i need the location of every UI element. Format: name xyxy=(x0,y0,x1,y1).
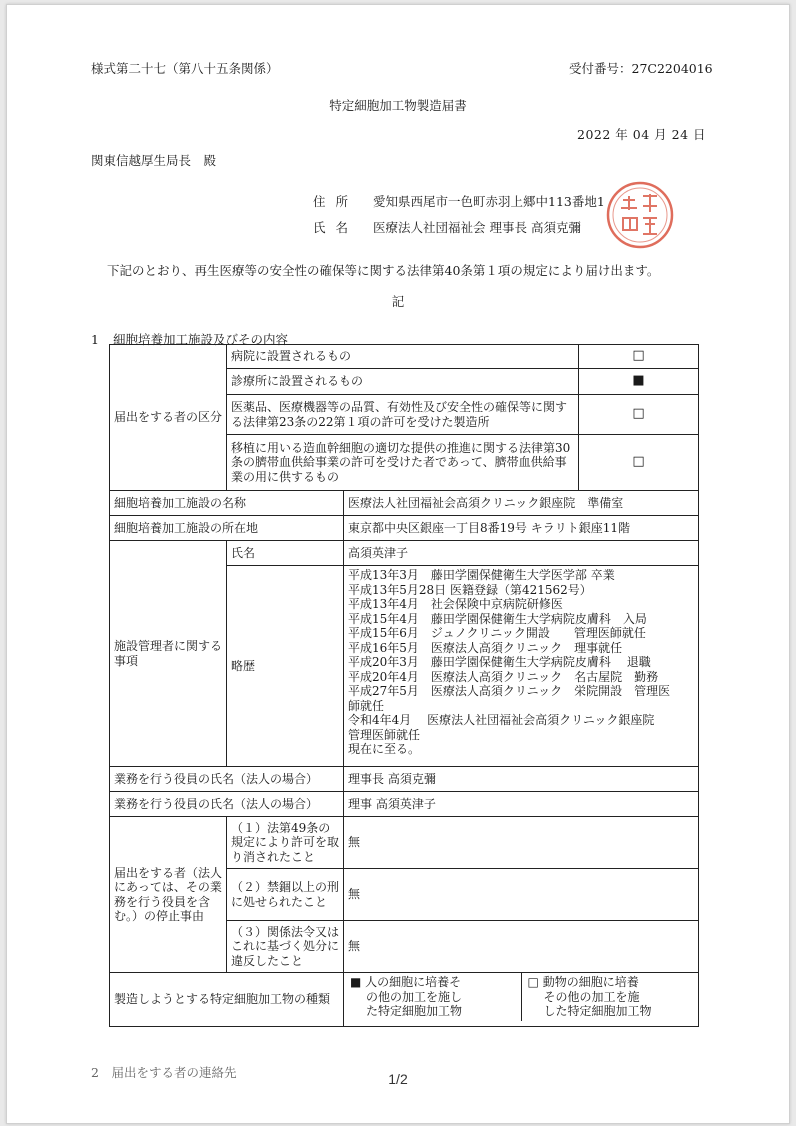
category-checkbox[interactable]: □ xyxy=(579,395,699,435)
facility-name-label: 細胞培養加工施設の名称 xyxy=(110,491,344,516)
category-label: 届出をする者の区分 xyxy=(110,345,227,491)
disqualification-value: 無 xyxy=(344,869,699,921)
career-line: 平成20年4月 医療法人高須クリニック 名古屋院 勤務 xyxy=(348,669,659,684)
product-kind-checkbox[interactable]: □ xyxy=(527,975,539,989)
disqualification-value: 無 xyxy=(344,921,699,973)
facility-location-value: 東京都中央区銀座一丁目8番19号 キラリト銀座11階 xyxy=(344,516,699,541)
product-kind-text: の他の加工を施し xyxy=(366,989,463,1004)
page-indicator: 1/2 xyxy=(388,1071,408,1087)
manager-name-label: 氏名 xyxy=(227,541,344,566)
officer-label: 業務を行う役員の氏名（法人の場合） xyxy=(110,767,344,792)
disqualification-item: （２）禁錮以上の刑に処せられたこと xyxy=(227,869,344,921)
product-kind-option-animal[interactable] xyxy=(521,973,699,1021)
facility-location-label: 細胞培養加工施設の所在地 xyxy=(110,516,344,541)
career-line: 平成13年5月28日 医籍登録（第421562号） xyxy=(348,582,592,597)
address-value: 愛知県西尾市一色町赤羽上郷中113番地1 xyxy=(373,194,605,209)
form-number: 様式第二十七（第八十五条関係） xyxy=(91,61,279,76)
section-2-heading-partial: 2 届出をする者の連絡先 xyxy=(91,1065,237,1080)
category-option-text: 病院に設置されるもの xyxy=(227,345,579,369)
official-seal-stamp xyxy=(605,180,675,250)
manager-career xyxy=(344,566,699,767)
category-checkbox[interactable]: □ xyxy=(579,435,699,491)
product-kind-checkbox[interactable]: ■ xyxy=(350,975,362,989)
category-option-text: 診療所に設置されるもの xyxy=(227,369,579,395)
document-title: 特定細胞加工物製造届書 xyxy=(329,98,467,113)
section-title: 細胞培養加工施設及びその内容 xyxy=(112,332,288,347)
name-label: 氏名 xyxy=(313,220,359,235)
career-line: 平成13年4月 社会保険中京病院研修医 xyxy=(348,597,563,611)
category-checkbox[interactable]: □ xyxy=(579,345,699,369)
ki-heading: 記 xyxy=(391,294,405,309)
officer-value: 理事長 高須克彌 xyxy=(344,767,699,792)
career-line: 令和4年4月 医療法人社団福祉会高須クリニック銀座院 xyxy=(348,713,655,727)
disqualification-value: 無 xyxy=(344,817,699,869)
career-line: 師就任 xyxy=(348,698,385,713)
section-number: 1 xyxy=(91,332,99,347)
career-line: 平成13年3月 藤田学園保健衛生大学医学部 卒業 xyxy=(348,568,615,582)
facility-table xyxy=(109,344,699,1027)
submission-date: 2022 年 04 月 24 日 xyxy=(577,127,706,142)
product-kind-text: その他の加工を施 xyxy=(543,989,640,1004)
category-checkbox[interactable]: ■ xyxy=(579,369,699,395)
manager-name-value: 高須英津子 xyxy=(344,541,699,566)
product-kind-text: た特定細胞加工物 xyxy=(366,1004,463,1018)
disqualification-label: 届出をする者（法人にあっては、その業務を行う役員を含む。）の停止事由 xyxy=(110,817,227,973)
disqualification-item: （３）関係法令又はこれに基づく処分に違反したこと xyxy=(227,921,344,973)
disqualification-item: （１）法第49条の規定により許可を取り消されたこと xyxy=(227,817,344,869)
manager-section-label: 施設管理者に関する事項 xyxy=(110,541,227,767)
career-line: 平成15年4月 藤田学園保健衛生大学病院皮膚科 入局 xyxy=(348,611,647,626)
category-option-text: 医薬品、医療機器等の品質、有効性及び安全性の確保等に関する法律第23条の22第１項の許可を受けた製造所 xyxy=(227,395,579,435)
officer-label: 業務を行う役員の氏名（法人の場合） xyxy=(110,792,344,817)
address-label: 住所 xyxy=(313,194,359,209)
product-kind-option-human[interactable] xyxy=(344,973,521,1021)
facility-name-value: 医療法人社団福祉会高須クリニック銀座院 準備室 xyxy=(344,491,699,516)
product-kind-text: した特定細胞加工物 xyxy=(543,1004,652,1018)
document-page xyxy=(6,4,790,1124)
career-line: 平成15年6月 ジュノクリニック開設 管理医師就任 xyxy=(348,626,646,640)
career-line: 管理医師就任 xyxy=(348,727,421,742)
intro-statement: 下記のとおり、再生医療等の安全性の確保等に関する法律第40条第１項の規定により届け出ます。 xyxy=(107,263,660,278)
product-kind-text: 人の細胞に培養そ xyxy=(365,975,462,989)
receipt-number: 受付番号：27C2204016 xyxy=(569,61,713,76)
name-value: 医療法人社団福祉会 理事長 高須克彌 xyxy=(373,220,581,235)
career-line: 現在に至る。 xyxy=(348,742,421,756)
career-line: 平成20年3月 藤田学園保健衛生大学病院皮膚科 退職 xyxy=(348,655,651,669)
recipient: 関東信越厚生局長 殿 xyxy=(91,153,217,168)
career-line: 平成27年5月 医療法人高須クリニック 栄院開設 管理医 xyxy=(348,684,671,698)
manager-career-label: 略歴 xyxy=(227,566,344,767)
category-option-text: 移植に用いる造血幹細胞の適切な提供の推進に関する法律第30条の臍帯血供給事業の許可を受けた者であって、臍帯血供給事業の用に供するもの xyxy=(227,435,579,491)
product-kind-text: 動物の細胞に培養 xyxy=(542,975,639,989)
career-line: 平成16年5月 医療法人高須クリニック 理事就任 xyxy=(348,640,623,655)
officer-value: 理事 高須英津子 xyxy=(344,792,699,817)
product-kind-label: 製造しようとする特定細胞加工物の種類 xyxy=(110,973,344,1027)
product-kind-options xyxy=(344,973,699,1027)
